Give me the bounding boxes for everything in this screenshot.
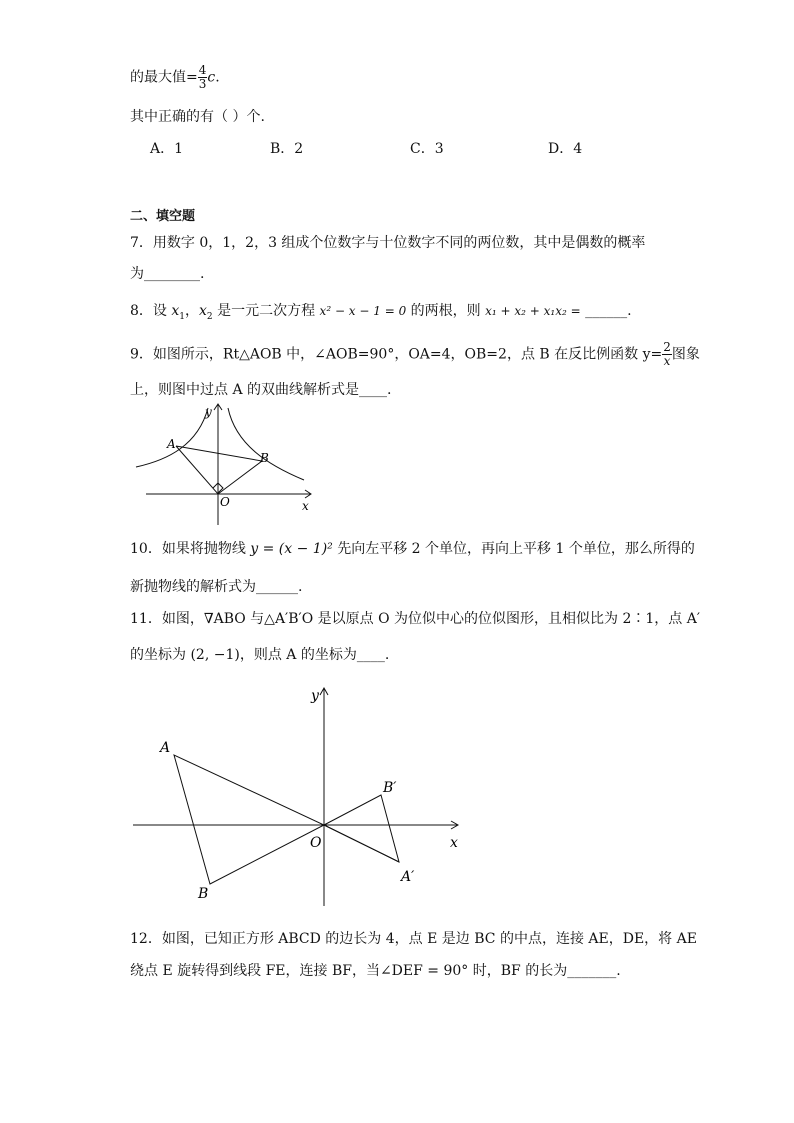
q10-expression: y = (x − 1)²: [250, 541, 333, 557]
q9-label-a: A: [167, 437, 176, 451]
q8-x2: x: [199, 303, 207, 319]
q6-fraction: [198, 64, 208, 91]
q8-equation: x² − x − 1 = 0: [319, 304, 407, 318]
q11-label-x: x: [450, 835, 458, 851]
q9-frac-num: 2: [663, 340, 671, 354]
q9-line1: [130, 341, 700, 368]
q10-text-a: 10．如果将抛物线: [130, 541, 251, 557]
q8-text-c: 的两根，则: [406, 303, 486, 319]
q9-triangle: [176, 446, 262, 494]
q6-option-c: C．3: [410, 141, 444, 157]
q6-question: 其中正确的有（ ）个.: [130, 109, 265, 125]
q6-frac-num: 4: [198, 63, 207, 77]
q9-label-o: O: [220, 495, 230, 509]
q11-label-y: y: [311, 688, 319, 704]
q8-text-a: 8．设: [130, 303, 172, 319]
q10-text-b: 先向左平移 2 个单位，再向上平移 1 个单位，那么所得的: [332, 541, 695, 557]
q8-sub1: 1: [179, 311, 185, 322]
q9-fraction: [662, 341, 672, 368]
q6-prefix: 的最大值=: [130, 69, 198, 86]
q6-frac-den: 3: [198, 77, 207, 91]
q11-line2: 的坐标为 (2, −1)，则点 A 的坐标为____.: [130, 647, 390, 663]
section-title: 二、填空题: [130, 209, 196, 224]
q7-line2: 为________.: [130, 266, 205, 282]
q11-line-oap: [324, 825, 399, 862]
q11-label-o: O: [310, 835, 322, 851]
q11-triangle-abo: [174, 755, 324, 884]
q6-var: c: [207, 69, 216, 86]
q9-figure: [128, 400, 328, 530]
q9-text-a: 9．如图所示，Rt△AOB 中，∠AOB=90°，OA=4，OB=2，点 B 在反比例函数 y=: [130, 346, 663, 363]
q11-figure: [128, 680, 473, 910]
q11-label-a: A: [160, 740, 171, 756]
q9-frac-den: x: [663, 354, 671, 368]
q9-label-b: B: [260, 451, 269, 465]
q6-option-d: D．4: [548, 141, 583, 157]
q11-label-b: B: [198, 886, 209, 902]
q8-expression: x₁ + x₂ + x₁x₂ =: [485, 304, 581, 318]
q11-triangle-apbpo: [324, 795, 399, 862]
q12-line1: 12．如图，已知正方形 ABCD 的边长为 4，点 E 是边 BC 的中点，连接 AE，DE，将 AE: [130, 931, 697, 947]
q10-line1: [130, 539, 695, 559]
q8-text-b: 是一元二次方程: [212, 303, 320, 319]
q9-right-hyperbola: [228, 408, 304, 480]
q6-option-a: A．1: [150, 141, 184, 157]
q10-line2: 新抛物线的解析式为______.: [130, 579, 303, 595]
q9-line2: 上，则图中过点 A 的双曲线解析式是____.: [130, 382, 392, 398]
q6-end: .: [215, 69, 220, 86]
q9-label-x: x: [302, 499, 309, 513]
q8-blank: ______.: [580, 303, 632, 319]
q9-label-y: y: [205, 405, 212, 419]
q12-line2: 绕点 E 旋转得到线段 FE，连接 BF，当∠DEF = 90° 时，BF 的长为_______.: [130, 963, 621, 979]
q8-x1: x: [171, 303, 180, 319]
q6-option-b: B．2: [270, 141, 304, 157]
q11-label-a-prime: A′: [401, 869, 415, 885]
q7-line1: 7．用数字 0，1，2，3 组成个位数字与十位数字不同的两位数，其中是偶数的概率: [130, 235, 646, 251]
q11-line1: 11．如图，∇ABO 与△A′B′O 是以原点 O 为位似中心的位似图形，且相似比为 2∶1，点 A′: [130, 611, 701, 627]
q8-sep: ，: [185, 303, 199, 319]
q11-label-b-prime: B′: [383, 780, 397, 796]
q9-text-b: 图象: [671, 346, 700, 363]
q6-max-value-line: [130, 64, 220, 91]
q8-sub2: 2: [206, 311, 213, 322]
q8-line: [130, 301, 632, 327]
